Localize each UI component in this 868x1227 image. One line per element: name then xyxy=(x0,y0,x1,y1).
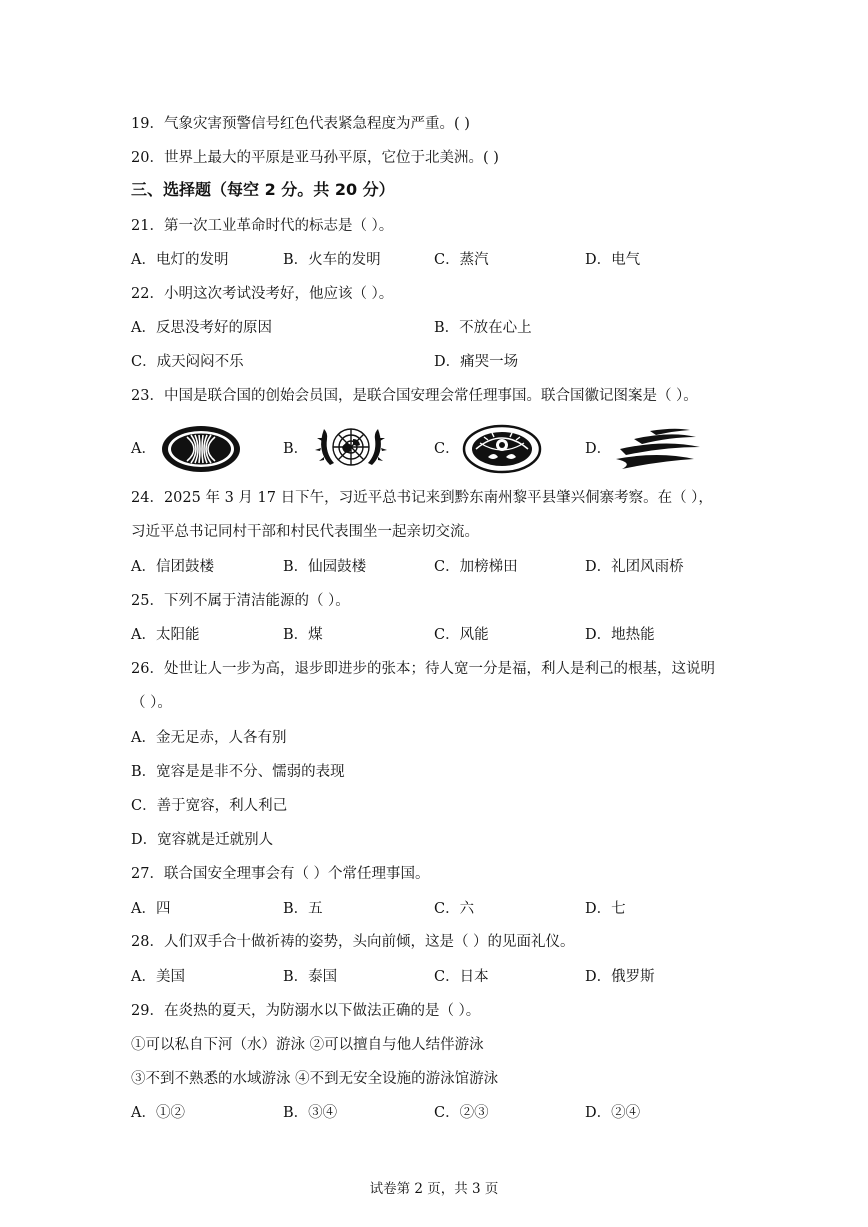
q29-items-line1: ①可以私自下河（水）游泳 ②可以擅自与他人结伴游泳 xyxy=(131,1037,484,1053)
q27-option-a: A．四 xyxy=(131,901,171,917)
q20: 20．世界上最大的平原是亚马孙平原，它位于北美洲。( ) xyxy=(131,150,499,166)
q22-option-d: D．痛哭一场 xyxy=(434,354,519,370)
q28-option-b: B．泰国 xyxy=(283,969,338,985)
q28-option-a: A．美国 xyxy=(131,969,185,985)
q21-option-a: A．电灯的发明 xyxy=(131,252,229,268)
q26-stem-line1: 26．处世让人一步为高，退步即进步的张本；待人宽一分是福，利人是利己的根基，这说明 xyxy=(131,661,715,677)
q22-option-c: C．成天闷闷不乐 xyxy=(131,354,244,370)
q24-stem-line2: 习近平总书记同村干部和村民代表围坐一起亲切交流。 xyxy=(131,524,479,540)
q24-option-a: A．信团鼓楼 xyxy=(131,559,214,575)
q24-option-d: D．礼团风雨桥 xyxy=(585,559,684,575)
q24-stem-line1: 24．2025 年 3 月 17 日下午，习近平总书记来到黔东南州黎平县肇兴侗寨考察。在（ ）， xyxy=(131,490,713,506)
q29-option-c: C．②③ xyxy=(434,1105,489,1121)
q23-option-b: B． xyxy=(283,441,309,457)
q24-option-b: B．仙园鼓楼 xyxy=(283,559,367,575)
q29-items-line2: ③不到不熟悉的水域游泳 ④不到无安全设施的游泳馆游泳 xyxy=(131,1071,499,1087)
q21-option-c: C．蒸汽 xyxy=(434,252,489,268)
q23-option-d: D． xyxy=(585,441,612,457)
q21-option-d: D．电气 xyxy=(585,252,641,268)
q27-stem: 27．联合国安全理事会有（ ）个常任理事国。 xyxy=(131,866,430,882)
q22-option-b: B．不放在心上 xyxy=(434,320,532,336)
other-emblem-icon xyxy=(462,423,542,475)
q26-option-d: D．宽容就是迁就别人 xyxy=(131,832,274,848)
q29-stem: 29．在炎热的夏天，为防溺水以下做法正确的是（ ）。 xyxy=(131,1003,481,1019)
q27-option-d: D．七 xyxy=(585,901,626,917)
q25-stem: 25．下列不属于清洁能源的（ ）。 xyxy=(131,593,350,609)
q21-stem: 21．第一次工业革命时代的标志是（ ）。 xyxy=(131,218,394,234)
q23-option-a: A． xyxy=(131,441,156,457)
asean-emblem-icon xyxy=(160,424,242,474)
q28-option-c: C．日本 xyxy=(434,969,489,985)
swoosh-emblem-icon xyxy=(612,425,704,473)
q28-option-d: D．俄罗斯 xyxy=(585,969,655,985)
q23-option-c: C． xyxy=(434,441,460,457)
q22-option-a: A．反思没考好的原因 xyxy=(131,320,272,336)
q25-option-b: B．煤 xyxy=(283,627,323,643)
section-title: 三、选择题（每空 2 分。共 20 分） xyxy=(131,180,395,199)
q27-option-b: B．五 xyxy=(283,901,323,917)
q29-option-a: A．①② xyxy=(131,1105,185,1121)
q27-option-c: C．六 xyxy=(434,901,475,917)
q22-stem: 22．小明这次考试没考好，他应该（ ）。 xyxy=(131,286,394,302)
q25-option-c: C．风能 xyxy=(434,627,489,643)
q26-stem-line2: （ ）。 xyxy=(131,695,172,711)
q28-stem: 28．人们双手合十做祈祷的姿势，头向前倾，这是（ ）的见面礼仪。 xyxy=(131,934,575,950)
q19: 19．气象灾害预警信号红色代表紧急程度为严重。( ) xyxy=(131,116,470,132)
q21-option-b: B．火车的发明 xyxy=(283,252,381,268)
q26-option-c: C．善于宽容，利人利己 xyxy=(131,798,288,814)
q26-option-b: B．宽容是是非不分、懦弱的表现 xyxy=(131,764,345,780)
q25-option-a: A．太阳能 xyxy=(131,627,200,643)
q24-option-c: C．加榜梯田 xyxy=(434,559,518,575)
q26-option-a: A．金无足赤，人各有别 xyxy=(131,730,287,746)
q25-option-d: D．地热能 xyxy=(585,627,655,643)
page-footer: 试卷第 2 页，共 3 页 xyxy=(369,1181,499,1197)
q29-option-d: D．②④ xyxy=(585,1105,641,1121)
un-emblem-icon xyxy=(312,421,390,477)
q29-option-b: B．③④ xyxy=(283,1105,338,1121)
q23-stem: 23．中国是联合国的创始会员国，是联合国安理会常任理事国。联合国徽记图案是（ ）。 xyxy=(131,388,698,404)
